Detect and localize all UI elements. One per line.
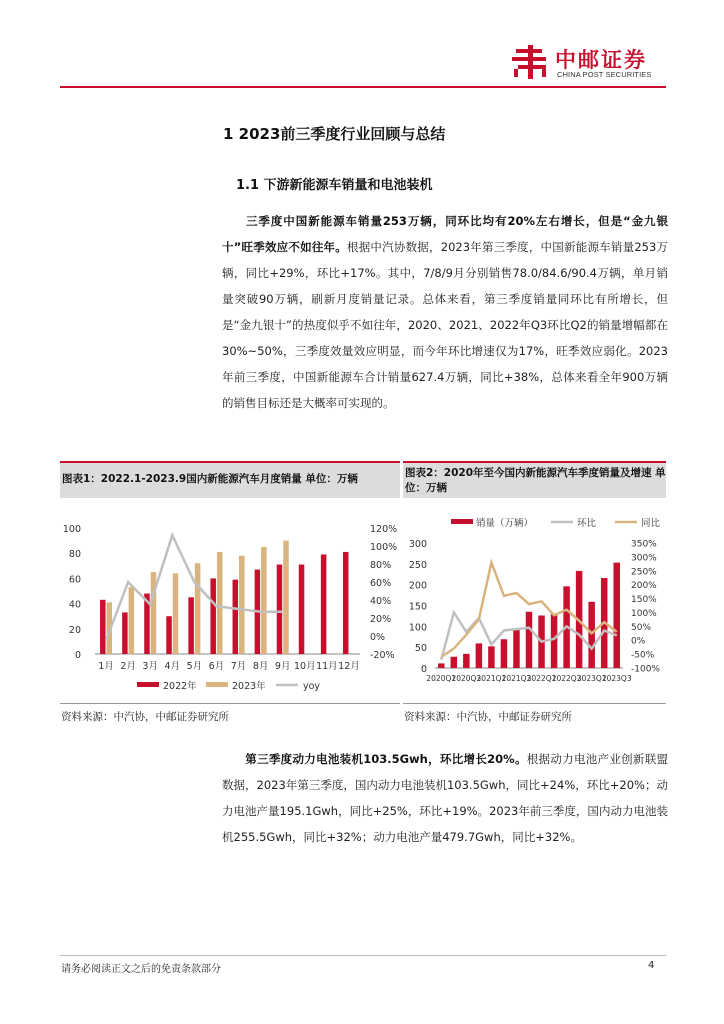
chart2-bar-sales xyxy=(438,663,445,668)
chart2-ytick-label: 250 xyxy=(408,559,427,571)
chart2-ytick-label: 150 xyxy=(408,601,427,613)
chart1-bar-2022 xyxy=(343,552,349,654)
chart2-xtick-label: 2023Q3 xyxy=(601,674,632,683)
chart1-legend-yoy: yoy xyxy=(303,681,321,692)
section-title: 1 2023前三季度行业回顾与总结 xyxy=(223,125,446,143)
chart2-y2tick-label: 100% xyxy=(631,608,657,619)
monthly-sales-chart xyxy=(60,510,400,700)
chart2-legend-qoq: 环比 xyxy=(577,518,597,529)
chart2-bar-sales xyxy=(551,614,558,668)
figure1-caption: 图表1：2022.1-2023.9国内新能源汽车月度销量 单位：万辆 xyxy=(62,473,358,485)
footer-rule xyxy=(60,955,666,956)
chart2-y2tick-label: 200% xyxy=(631,581,657,592)
chart1-y2tick-label: 60% xyxy=(370,578,392,589)
chart1-bar-2022 xyxy=(122,612,128,654)
figure2-caption-line1: 图表2：2020年至今国内新能源汽车季度销量及增速 单 xyxy=(405,467,666,479)
chart2-bar-sales xyxy=(463,654,469,668)
chart1-y2tick-label: 120% xyxy=(370,524,398,535)
chart2-xtick-label: 2023Q1 xyxy=(576,674,607,683)
chart2-bar-sales xyxy=(513,630,520,668)
chart1-y2tick-label: 0% xyxy=(370,632,386,643)
chart2-bar-sales xyxy=(488,646,495,668)
figure2-caption-line2: 位：万辆 xyxy=(405,482,447,494)
chart2-ytick-label: 0 xyxy=(420,664,427,675)
chart1-xtick-label: 7月 xyxy=(230,661,247,672)
chart1-legend-2022: 2022年 xyxy=(163,681,197,692)
chart1-xtick-label: 1月 xyxy=(98,661,114,672)
chart1-y2tick-label: 100% xyxy=(370,542,398,553)
chart2-y2tick-label: 300% xyxy=(631,553,657,564)
chart1-bar-2022 xyxy=(299,565,305,654)
chart1-bar-2022 xyxy=(277,565,283,654)
chart1-bar-2022 xyxy=(188,597,194,654)
paragraph-battery-body: 根据动力电池产业创新联盟数据，2023年第三季度，国内动力电池装机103.5Gwh，同比+24%，环比+20%；动力电池产量195.1Gwh，同比+25%，环比+19%。2023年前三季度，国内动力电池装机255.5Gwh，同比+32%；动力电池产量479.7Gwh，同比+32%。 xyxy=(222,752,669,844)
figure1-source: 资料来源：中汽协，中邮证券研究所 xyxy=(61,711,229,723)
chart2-legend-sales: 销量（万辆） xyxy=(476,518,534,529)
chart2-ytick-label: 100 xyxy=(408,622,427,634)
chart2-bar-sales xyxy=(526,612,533,668)
chart1-bar-2022 xyxy=(210,578,216,654)
chart2-bar-sales xyxy=(451,657,458,668)
brand-name-en: CHINA POST SECURITIES xyxy=(557,70,652,79)
chart1-ytick-label: 100 xyxy=(62,524,81,535)
chart1-ytick-label: 60 xyxy=(68,574,81,586)
chart1-bar-2022 xyxy=(100,600,106,654)
figure1-source-rule xyxy=(60,703,400,704)
chart1-xtick-label: 11月 xyxy=(316,661,338,672)
page-number: 4 xyxy=(648,960,655,971)
chart1-y2tick-label: -20% xyxy=(370,650,395,661)
chart1-bar-2023 xyxy=(129,587,135,654)
brand-name-cn: 中邮证券 xyxy=(555,48,647,72)
chart1-bar-2022 xyxy=(321,554,327,654)
chart1-y2tick-label: 80% xyxy=(370,560,392,571)
chart2-bar-sales xyxy=(613,563,620,668)
chart1-y2tick-label: 40% xyxy=(370,596,392,607)
paragraph-battery-lead: 第三季度动力电池装机103.5Gwh，环比增长20%。 xyxy=(245,752,527,766)
chart2-xtick-label: 2022Q1 xyxy=(526,674,557,683)
chart1-y2tick-label: 20% xyxy=(370,614,392,625)
chart2-y2tick-label: 0% xyxy=(631,636,646,647)
chart1-xtick-label: 8月 xyxy=(252,661,269,672)
chart1-ytick-label: 0 xyxy=(74,650,81,661)
chart1-bar-2023 xyxy=(283,541,289,654)
chart2-xtick-label: 2020Q3 xyxy=(451,674,482,683)
china-post-logo-icon xyxy=(512,45,552,79)
section-subtitle: 1.1 下游新能源车销量和电池装机 xyxy=(236,178,433,193)
chart1-legend-swatch-2022 xyxy=(137,682,159,687)
chart1-bar-2023 xyxy=(239,556,245,654)
figure2-caption xyxy=(405,466,666,496)
chart2-y2tick-label: -100% xyxy=(631,664,660,675)
paragraph-ev-sales-body: 根据中汽协数据，2023年第三季度，中国新能源车销量253万辆，同比+29%，环比+17%。其中，7/8/9月分别销售78.0/84.6/90.4万辆，单月销量突破90万辆，刷新月度销量记录。总体来看，第三季度销量同环比有所增长，但是“金九银十”的热度似乎不如往年，2020、2021、2022年Q3环比Q2的销量增幅都在30%~50%，三季度效量效应明显，而今年环比增速仅为17%，旺季效应弱化。2023年前三季度，中国新能源车合计销量627.4万辆，同比+38%，总体来看全年900万辆的销售目标还是大概率可实现的。 xyxy=(222,240,668,410)
chart2-legend-yoy: 同比 xyxy=(641,518,661,529)
chart2-y2tick-label: 350% xyxy=(631,539,657,550)
chart1-xtick-label: 5月 xyxy=(186,661,203,672)
chart2-ytick-label: 300 xyxy=(408,539,427,550)
figure2-source: 资料来源：中汽协，中邮证券研究所 xyxy=(404,711,572,723)
chart2-ytick-label: 200 xyxy=(408,580,427,592)
chart1-xtick-label: 2月 xyxy=(120,661,136,672)
chart1-xtick-label: 9月 xyxy=(274,661,291,672)
chart1-ytick-label: 80 xyxy=(68,549,81,561)
chart2-xtick-label: 2021Q1 xyxy=(476,674,507,683)
chart1-xtick-label: 10月 xyxy=(293,661,316,672)
chart2-xtick-label: 2022Q3 xyxy=(551,674,582,683)
paragraph-battery xyxy=(222,746,668,850)
chart2-y2tick-label: 150% xyxy=(631,595,657,606)
chart1-bar-2022 xyxy=(233,580,239,654)
paragraph-ev-sales xyxy=(222,208,668,416)
figure2-caption-box xyxy=(403,461,666,498)
quarterly-sales-chart xyxy=(403,510,666,700)
chart2-ytick-label: 50 xyxy=(414,643,427,655)
header-rule xyxy=(60,86,666,88)
chart2-xtick-label: 2020Q1 xyxy=(426,674,457,683)
chart1-bar-2023 xyxy=(261,547,267,654)
chart1-bar-2023 xyxy=(217,552,223,654)
paragraph-ev-sales-lead: 三季度中国新能源车销量253万辆，同环比均有20%左右增长，但是“金九银十”旺季效应不如往年。 xyxy=(222,214,668,254)
chart1-ytick-label: 40 xyxy=(68,599,81,611)
chart1-bar-2022 xyxy=(166,616,172,654)
chart2-bar-sales xyxy=(476,643,483,668)
chart1-bar-2023 xyxy=(195,563,201,654)
chart2-y2tick-label: 250% xyxy=(631,567,657,578)
chart1-xtick-label: 6月 xyxy=(208,661,225,672)
chart1-xtick-label: 12月 xyxy=(338,661,360,672)
footer-disclaimer: 请务必阅读正文之后的免责条款部分 xyxy=(61,964,221,975)
chart1-bar-2023 xyxy=(173,573,179,654)
chart1-legend-2023: 2023年 xyxy=(232,681,266,692)
chart2-legend-swatch-sales xyxy=(451,519,473,524)
chart1-xtick-label: 3月 xyxy=(142,661,158,672)
chart2-y2tick-label: -50% xyxy=(631,650,655,661)
chart2-y2tick-label: 50% xyxy=(631,622,652,633)
chart1-xtick-label: 4月 xyxy=(164,661,181,672)
chart1-legend-swatch-2023 xyxy=(206,682,228,687)
figure2-source-rule xyxy=(403,703,666,704)
chart2-bar-sales xyxy=(501,639,508,668)
figure1-caption-box xyxy=(60,461,400,498)
chart1-ytick-label: 20 xyxy=(68,624,81,636)
chart2-xtick-label: 2021Q3 xyxy=(501,674,532,683)
